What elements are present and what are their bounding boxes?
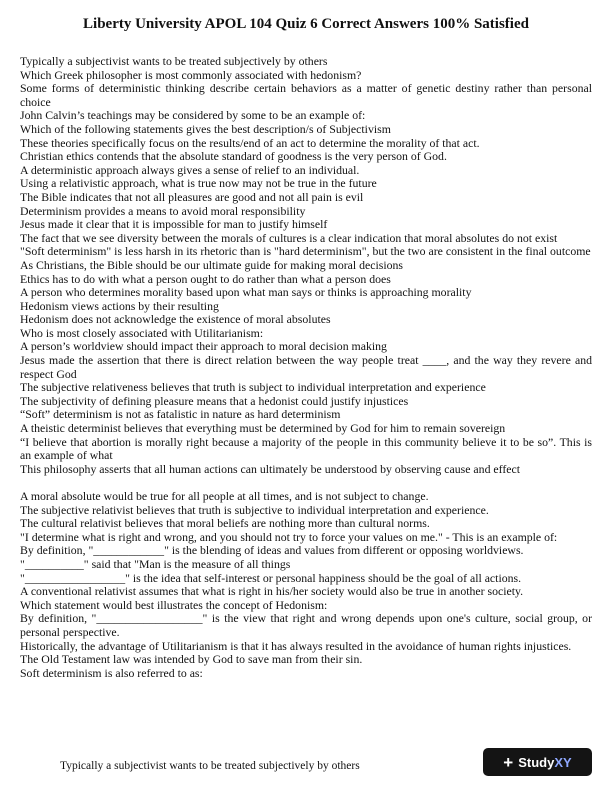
question-line: The fact that we see diversity between the morals of cultures is a clear indication that moral absolutes do not exist — [20, 230, 558, 245]
question-line: Typically a subjectivist wants to be treated subjectively by others — [20, 54, 328, 68]
question-line: Who is most closely associated with Utilitarianism: — [20, 325, 264, 340]
question-line: "__________" said that "Man is the measure of all things — [20, 556, 291, 571]
question-line: John Calvin’s teachings may be considered by some to be an example of: — [20, 108, 366, 123]
question-line: The Bible indicates that not all pleasures are good and not all pain is evil — [20, 189, 364, 204]
footer-text: Typically a subjectivist wants to be treated subjectively by others — [60, 760, 360, 772]
question-block-2 — [20, 490, 592, 680]
question-list — [20, 55, 592, 680]
question-line: "_________________" is the idea that self-interest or personal happiness should be the goal of all actions. — [20, 570, 522, 585]
question-line: Historically, the advantage of Utilitarianism is that it has always resulted in the avoidance of human rights injustices. — [20, 638, 572, 653]
logo-suffix: XY — [554, 754, 572, 770]
question-line: Determinism provides a means to avoid moral responsibility — [20, 203, 306, 218]
question-line: Which of the following statements gives the best description/s of Subjectivism — [20, 121, 391, 136]
question-line: A theistic determinist believes that everything must be determined by God for him to remain sovereign — [20, 421, 506, 436]
question-line: The subjectivity of defining pleasure means that a hedonist could justify injustices — [20, 393, 409, 408]
question-line: “Soft” determinism is not as fatalistic in nature as hard determinism — [20, 407, 341, 422]
question-line: The subjective relativist believes that truth is subjective to individual interpretation and experience. — [20, 502, 489, 517]
question-line: A deterministic approach always gives a sense of relief to an individual. — [20, 162, 360, 177]
question-line: Jesus made the assertion that there is direct relation between the way people treat ____, and the way they revere and respect God — [20, 353, 592, 381]
block-spacer — [20, 476, 592, 490]
question-line: These theories specifically focus on the results/end of an act to determine the morality of that act. — [20, 135, 480, 150]
question-line: A person’s worldview should impact their approach to moral decision making — [20, 339, 387, 354]
question-line: A conventional relativist assumes that what is right in his/her society would also be true in another society. — [20, 584, 524, 599]
studyxy-logo[interactable] — [483, 748, 592, 776]
question-line: The cultural relativist believes that moral beliefs are nothing more than cultural norms. — [20, 516, 430, 531]
question-block-1 — [20, 55, 592, 476]
question-line: Christian ethics contends that the absolute standard of goodness is the very person of God. — [20, 149, 447, 164]
plus-icon: + — [503, 752, 514, 772]
question-line: Which Greek philosopher is most commonly associated with hedonism? — [20, 67, 362, 82]
question-line: Which statement would best illustrates the concept of Hedonism: — [20, 597, 328, 612]
question-line: The Old Testament law was intended by God to save man from their sin. — [20, 652, 363, 667]
question-line: Ethics has to do with what a person ought to do rather than what a person does — [20, 271, 391, 286]
logo-name: Study — [518, 754, 555, 770]
question-line: By definition, "__________________" is the view that right and wrong depends upon one's culture, social group, or personal perspective. — [20, 611, 592, 639]
question-line: Jesus made it clear that it is impossible for man to justify himself — [20, 217, 328, 232]
question-line: "I determine what is right and wrong, and you should not try to force your values on me." - This is an example of: — [20, 529, 558, 544]
logo-text — [518, 755, 571, 770]
question-line: A moral absolute would be true for all people at all times, and is not subject to change. — [20, 489, 429, 503]
question-line: By definition, "____________" is the blending of ideas and values from different or opposing worldviews. — [20, 543, 524, 558]
question-line: Some forms of deterministic thinking describe certain behaviors as a matter of genetic destiny rather than personal choice — [20, 81, 592, 109]
question-line: A person who determines morality based upon what man says or thinks is approaching morality — [20, 285, 472, 300]
question-line: As Christians, the Bible should be our ultimate guide for making moral decisions — [20, 257, 404, 272]
question-line: "Soft determinism" is less harsh in its rhetoric than is "hard determinism", but the two are consistent in the final outcome — [20, 244, 591, 259]
question-line: Using a relativistic approach, what is true now may not be true in the future — [20, 176, 377, 191]
question-line: “I believe that abortion is morally right because a majority of the people in this community believe it to be so”. This is an example of what — [20, 434, 592, 463]
question-line: The subjective relativeness believes that truth is subject to individual interpretation and experience — [20, 380, 486, 395]
question-line: Hedonism views actions by their resulting — [20, 298, 219, 313]
question-line: Hedonism does not acknowledge the existence of moral absolutes — [20, 312, 331, 327]
question-line: Soft determinism is also referred to as: — [20, 665, 203, 680]
question-line: This philosophy asserts that all human actions can ultimately be understood by observing cause and effect — [20, 461, 521, 476]
document-title: Liberty University APOL 104 Quiz 6 Correct Answers 100% Satisfied — [83, 16, 529, 32]
